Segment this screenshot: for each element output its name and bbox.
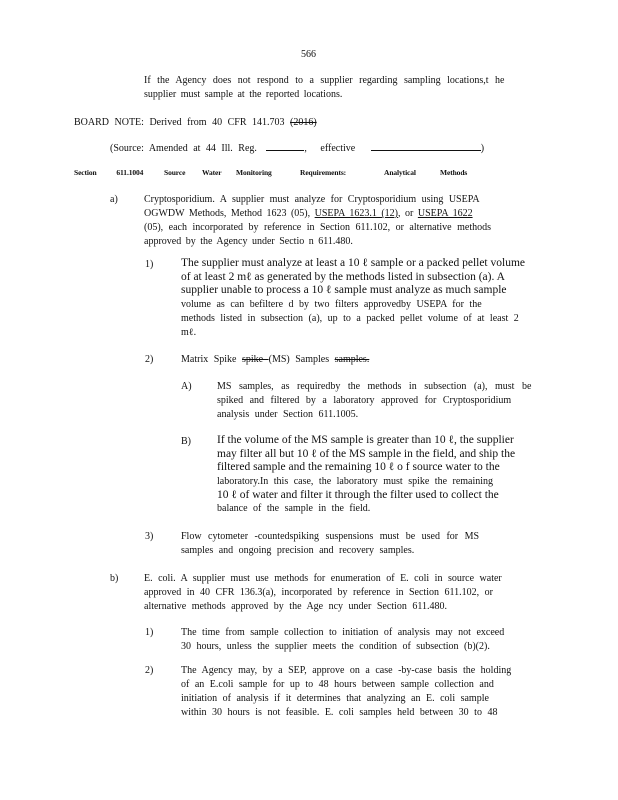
item-a3-label: 3) xyxy=(145,531,154,542)
source-line xyxy=(110,140,484,156)
source-text: (Source: Amended at 44 Ill. Reg. xyxy=(110,143,257,154)
item-a1-line: methods listed in subsection (a), up to a packed pellet volume of at least 2 xyxy=(181,312,519,324)
intro-paragraph xyxy=(144,74,519,102)
item-a1-line: mℓ. xyxy=(181,326,197,338)
item-a3-line: Flow cytometer -countedspiking suspensions must be used for MS xyxy=(181,531,480,542)
board-note-struck: (2016) xyxy=(290,117,317,128)
subsection-b-line: approved in 40 CFR 136.3(a), incorporated by reference in Section 611.102, or xyxy=(144,587,493,598)
item-a2B-line: may filter all but 10 ℓ of the MS sample in the field, and ship the xyxy=(217,447,516,460)
item-b2-line: of an E.coli sample for up to 48 hours between sample collection and xyxy=(181,679,494,690)
source-close: ) xyxy=(480,143,485,154)
source-comma: , xyxy=(304,143,307,154)
subsection-a-label: a) xyxy=(110,194,118,205)
section-title-word: Source xyxy=(164,168,186,177)
item-a2B-line: filtered sample and the remaining 10 ℓ o f source water to the xyxy=(217,461,500,473)
subsection-a-line xyxy=(144,207,521,221)
item-a2-heading xyxy=(181,353,369,367)
line-text: (MS) Samples xyxy=(268,354,335,365)
item-b2-line: within 30 hours is not feasible. E. coli samples held between 30 to 48 xyxy=(181,707,498,718)
section-heading xyxy=(74,168,143,177)
item-a2A-line: MS samples, as requiredby the methods in subsection (a), must be xyxy=(217,381,532,392)
line-text: , or xyxy=(398,208,418,219)
item-b1-line: 30 hours, unless the supplier meets the condition of subsection (b)(2). xyxy=(181,641,490,652)
item-a2B-line: If the volume of the MS sample is greater than 10 ℓ, the supplier xyxy=(217,434,514,446)
item-a2B-line: balance of the sample in the field. xyxy=(217,503,371,514)
item-b1-text xyxy=(181,626,531,654)
subsection-b-label: b) xyxy=(110,573,119,584)
item-a3-line: samples and ongoing precision and recovery samples. xyxy=(181,545,415,556)
intro-line: If the Agency does not respond to a supplier regarding sampling locations,t he xyxy=(144,75,505,86)
subsection-b-line: alternative methods approved by the Age ncy under Section 611.480. xyxy=(144,601,447,612)
item-a2B-line: laboratory.In this case, the laboratory must spike the remaining xyxy=(217,475,494,487)
page-number: 566 xyxy=(301,49,316,60)
item-b2-line: The Agency may, by a SEP, approve on a case -by-case basis the holding xyxy=(181,665,512,676)
item-a2B-text xyxy=(217,434,537,516)
item-a1-line: volume as can befiltere d by two filters approvedby USEPA for the xyxy=(181,298,482,310)
effective-date-blank xyxy=(371,140,481,151)
item-a2A-line: spiked and filtered by a laboratory approved for Cryptosporidium xyxy=(217,395,512,406)
subsection-a-line: approved by the Agency under Sectio n 611.480. xyxy=(144,236,353,247)
struck-text: samples. xyxy=(334,354,370,365)
subsection-b-line: E. coli. A supplier must use methods for enumeration of E. coli in source water xyxy=(144,573,502,584)
line-text: Matrix Spike xyxy=(181,354,242,365)
reg-page-blank xyxy=(266,140,304,151)
underlined-method: USEPA 1623.1 (12) xyxy=(314,208,399,219)
item-a2B-label: B) xyxy=(181,436,191,447)
item-a1-label: 1) xyxy=(145,259,154,270)
item-b2-label: 2) xyxy=(145,665,154,676)
board-note xyxy=(74,116,317,130)
item-b2-line: initiation of analysis if it determines that analyzing an E. coli sample xyxy=(181,693,489,704)
section-title-word: Water xyxy=(202,168,222,177)
section-title-word: Methods xyxy=(440,168,468,177)
section-title-word: Analytical xyxy=(384,168,416,177)
item-a1-line: supplier unable to process a 10 ℓ sample must analyze as much sample xyxy=(181,284,507,296)
intro-line: supplier must sample at the reported locations. xyxy=(144,89,343,100)
item-b2-text xyxy=(181,664,531,720)
item-a2A-text xyxy=(217,380,537,422)
item-a2A-label: A) xyxy=(181,381,192,392)
section-title-word: Monitoring xyxy=(236,168,272,177)
item-a1-text xyxy=(181,257,541,340)
board-note-text: BOARD NOTE: Derived from 40 CFR 141.703 xyxy=(74,117,290,128)
section-title-word: Requirements: xyxy=(300,168,347,177)
line-text: OGWDW Methods, Method 1623 (05), xyxy=(144,208,315,219)
item-a2A-line: analysis under Section 611.1005. xyxy=(217,409,359,420)
item-a3-text xyxy=(181,530,516,558)
subsection-b-text xyxy=(144,572,529,614)
item-a1-line: of at least 2 mℓ as generated by the methods listed in subsection (a). A xyxy=(181,270,505,283)
effective-label: effective xyxy=(320,143,356,154)
item-b1-line: The time from sample collection to initiation of analysis may not exceed xyxy=(181,627,505,638)
struck-text: spike xyxy=(242,354,269,365)
subsection-a-text xyxy=(144,193,521,249)
subsection-a-line: (05), each incorporated by reference in Section 611.102, or alternative methods xyxy=(144,222,492,233)
section-number: Section 611.1004 xyxy=(74,168,144,177)
subsection-a-line: Cryptosporidium. A supplier must analyze for Cryptosporidium using USEPA xyxy=(144,194,480,205)
underlined-method: USEPA 1622 xyxy=(417,208,473,219)
item-a2-label: 2) xyxy=(145,354,154,365)
item-a2B-line: 10 ℓ of water and filter it through the filter used to collect the xyxy=(217,488,499,501)
item-a1-line: The supplier must analyze at least a 10 ℓ sample or a packed pellet volume xyxy=(181,257,526,269)
item-b1-label: 1) xyxy=(145,627,154,638)
